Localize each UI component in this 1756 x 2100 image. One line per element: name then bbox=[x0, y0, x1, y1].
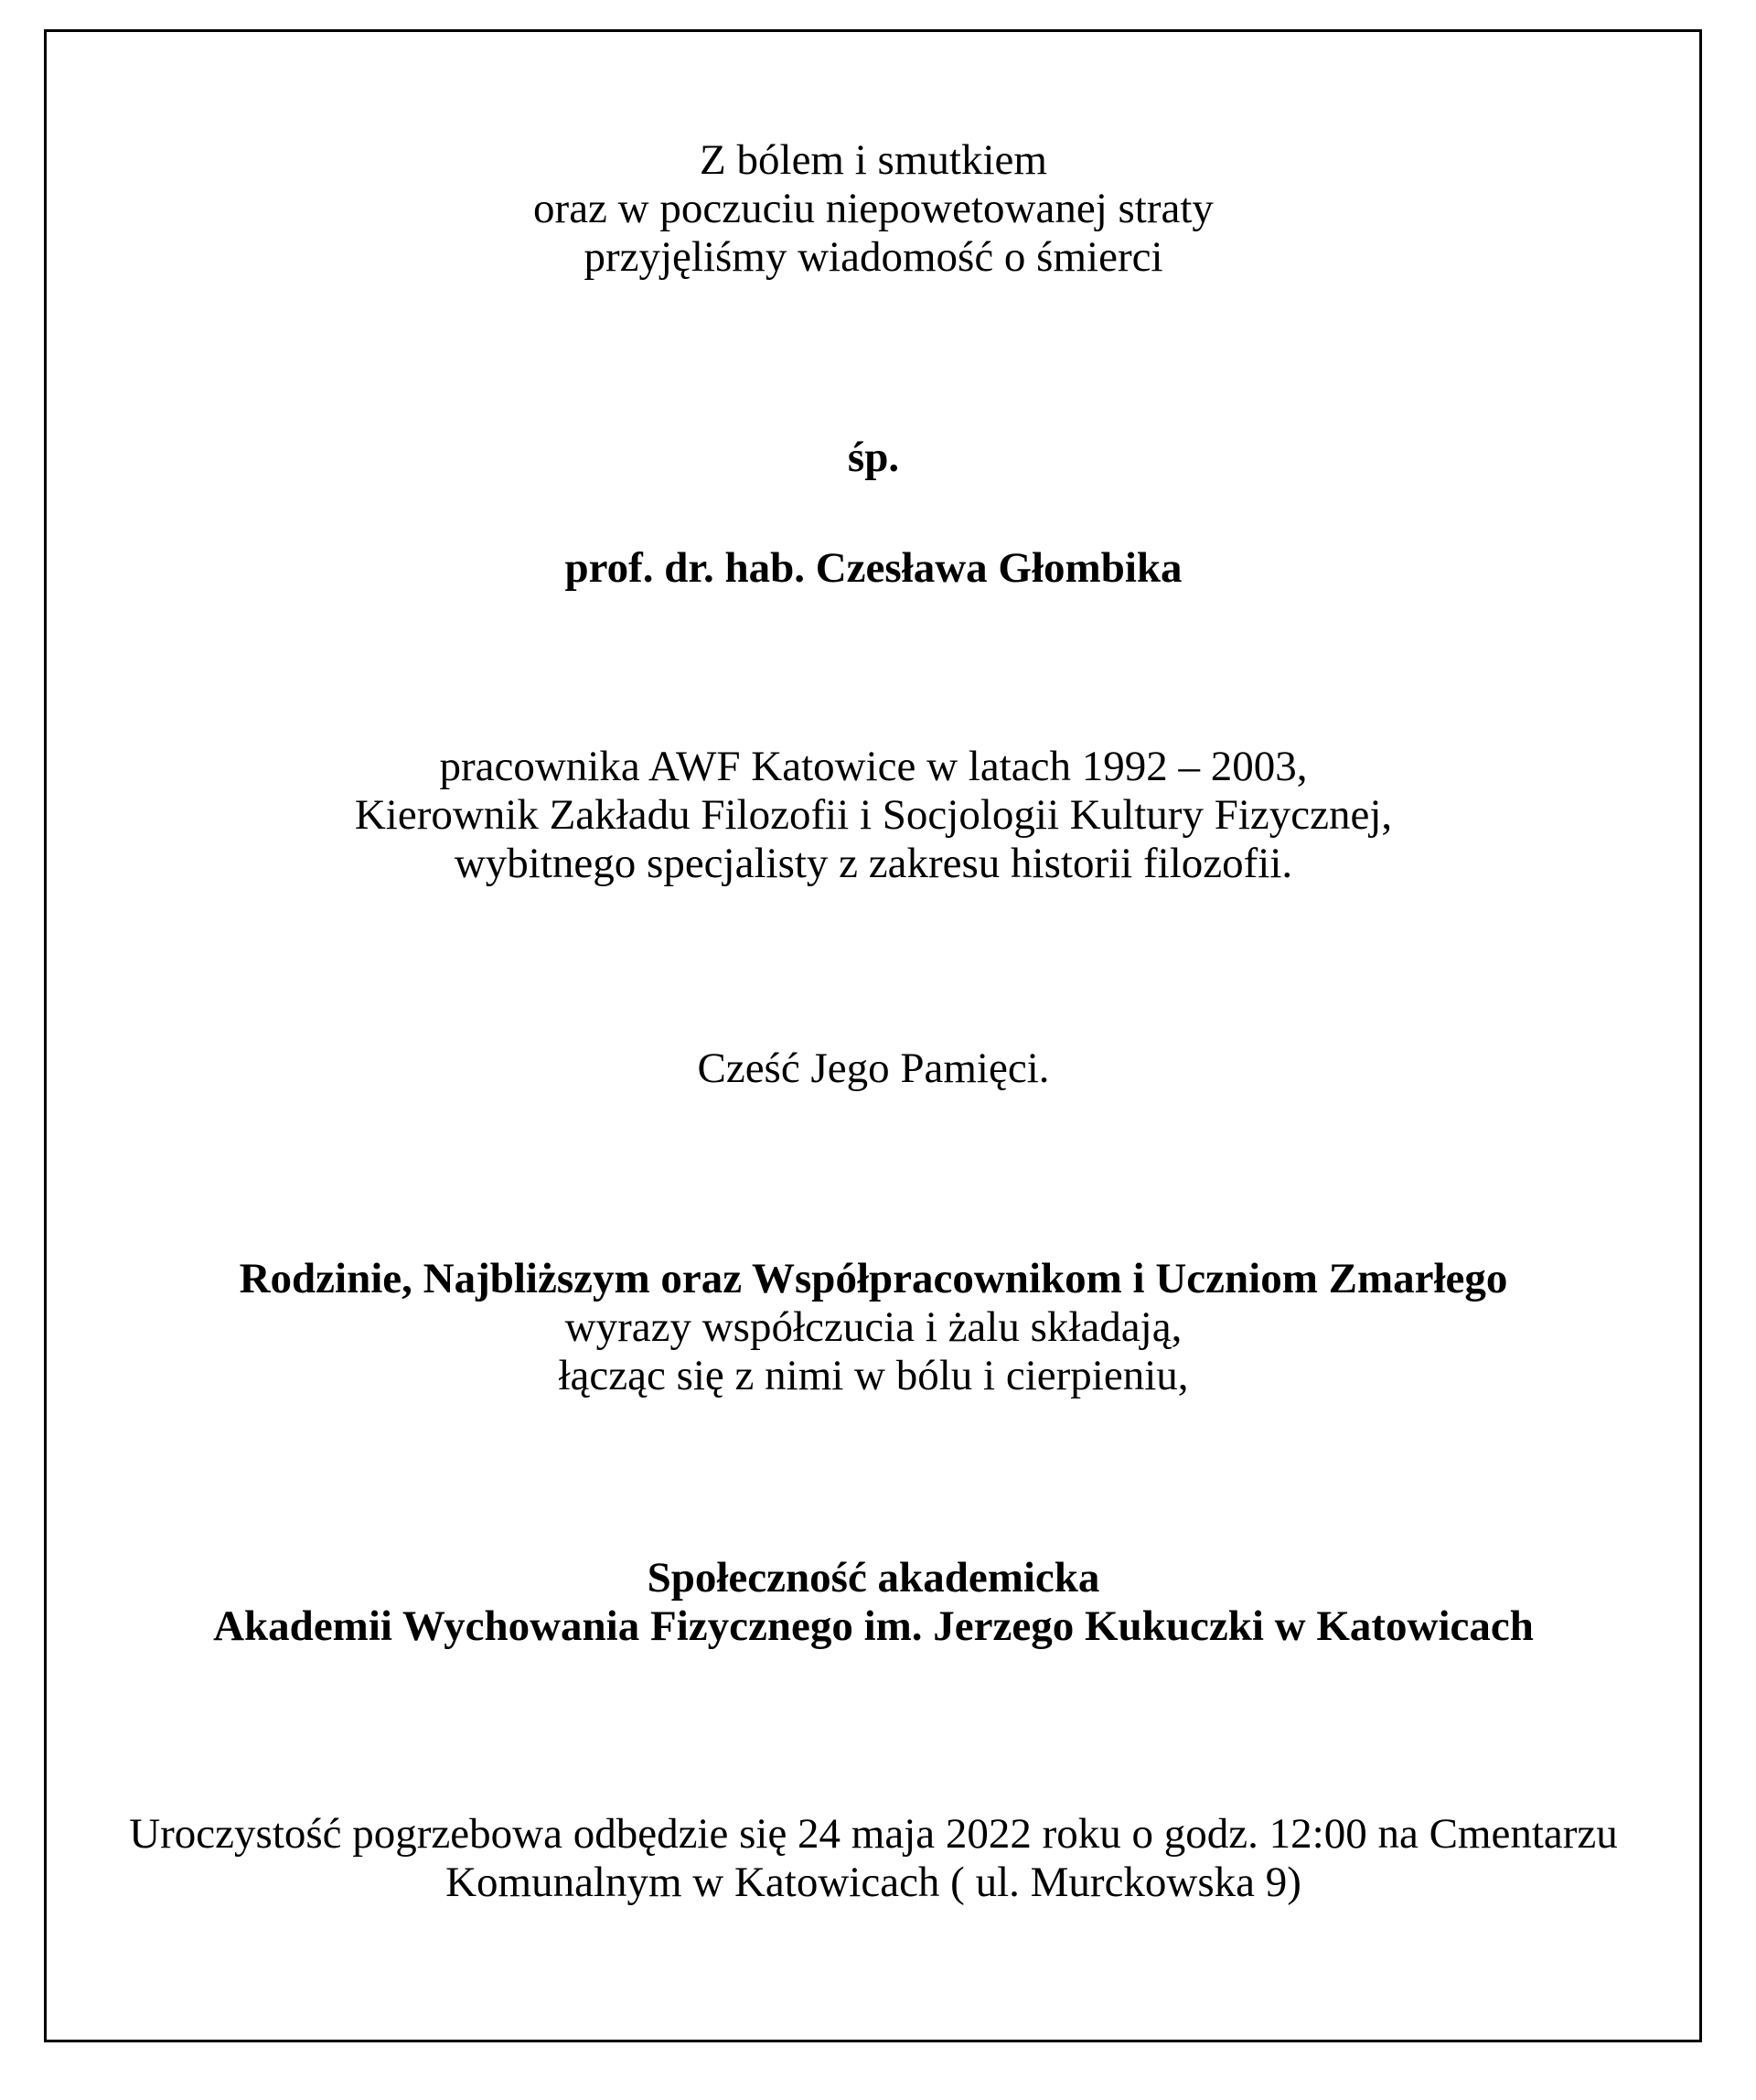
bio-line-3: wybitnego specjalisty z zakresu historii filozofii. bbox=[454, 840, 1293, 887]
sp-abbreviation bbox=[47, 434, 1700, 482]
condolence-recipients: Rodzinie, Najbliższym oraz Współpracownikom i Uczniom Zmarłego bbox=[239, 1255, 1508, 1302]
signature-paragraph bbox=[47, 1554, 1700, 1651]
deceased-name bbox=[47, 544, 1700, 593]
funeral-info-line-2: Komunalnym w Katowicach ( ul. Murckowska 9) bbox=[445, 1859, 1301, 1906]
tribute-line bbox=[47, 1045, 1700, 1093]
tribute-text: Cześć Jego Pamięci. bbox=[697, 1045, 1050, 1092]
intro-line-1: Z bólem i smutkiem bbox=[700, 136, 1047, 184]
bio-line-1: pracownika AWF Katowice w latach 1992 – 2003, bbox=[439, 743, 1308, 790]
intro-paragraph bbox=[47, 136, 1700, 282]
deceased-name-text: prof. dr. hab. Czesława Głombika bbox=[564, 544, 1183, 592]
bio-paragraph bbox=[47, 743, 1700, 888]
funeral-info-paragraph bbox=[47, 1810, 1700, 1907]
intro-line-2: oraz w poczuciu niepowetowanej straty bbox=[533, 185, 1214, 232]
intro-line-3: przyjęliśmy wiadomość o śmierci bbox=[584, 233, 1163, 281]
condolence-paragraph bbox=[47, 1255, 1700, 1400]
notice-border-frame bbox=[44, 29, 1702, 2042]
bio-line-2: Kierownik Zakładu Filozofii i Socjologii Kultury Fizycznej, bbox=[354, 791, 1393, 839]
condolence-line-3: łącząc się z nimi w bólu i cierpieniu, bbox=[558, 1352, 1189, 1399]
condolence-line-2: wyrazy współczucia i żalu składają, bbox=[564, 1303, 1183, 1351]
sp-abbreviation-text: śp. bbox=[847, 434, 900, 481]
signature-line-1: Społeczność akademicka bbox=[647, 1554, 1100, 1602]
signature-line-2: Akademii Wychowania Fizycznego im. Jerzego Kukuczki w Katowicach bbox=[213, 1602, 1534, 1650]
funeral-info-line-1: Uroczystość pogrzebowa odbędzie się 24 maja 2022 roku o godz. 12:00 na Cmentarzu bbox=[129, 1810, 1618, 1858]
